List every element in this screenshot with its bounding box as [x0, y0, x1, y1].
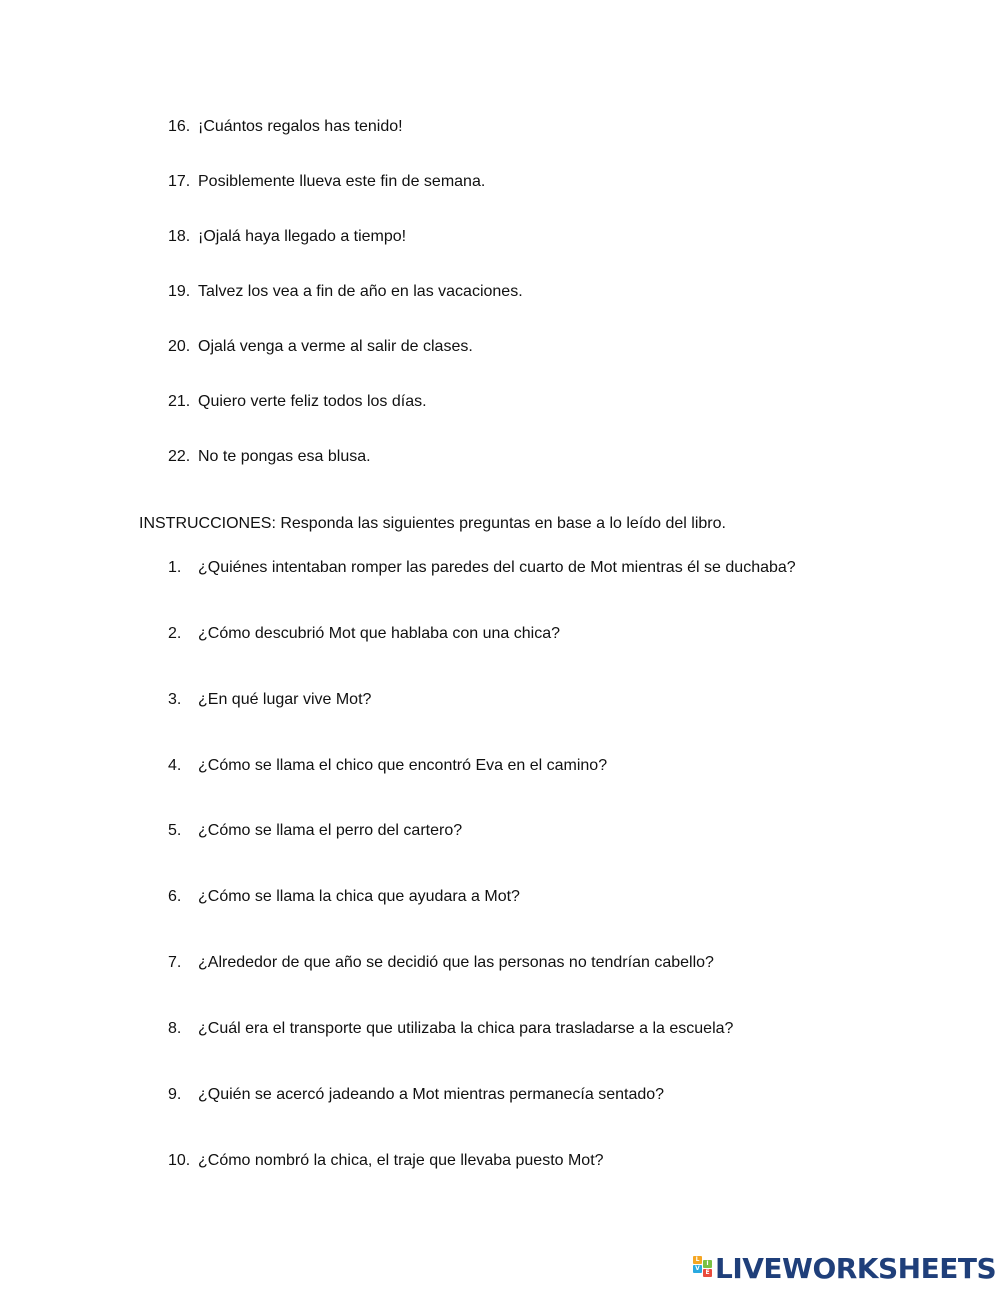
item-text: Quiero verte feliz todos los días.: [198, 393, 427, 410]
item-text: Ojalá venga a verme al salir de clases.: [198, 338, 473, 355]
item-text: ¡Ojalá haya llegado a tiempo!: [198, 228, 407, 245]
list-item: [168, 227, 406, 247]
item-number: 17.: [168, 173, 191, 190]
question-text: ¿En qué lugar vive Mot?: [198, 691, 372, 708]
list-item: [168, 447, 371, 467]
logo-block: L: [693, 1256, 702, 1264]
item-number: 20.: [168, 338, 191, 355]
question-number: 1.: [168, 559, 182, 576]
question-item: [168, 821, 462, 841]
list-item: [168, 282, 523, 302]
question-item: [168, 1151, 604, 1171]
question-text: ¿Cuál era el transporte que utilizaba la chica para trasladarse a la escuela?: [198, 1020, 734, 1037]
question-item: [168, 756, 607, 776]
question-number: 9.: [168, 1086, 182, 1103]
question-number: 5.: [168, 822, 182, 839]
question-item: [168, 624, 560, 644]
item-number: 19.: [168, 283, 191, 300]
item-number: 22.: [168, 448, 191, 465]
question-item: [168, 887, 520, 907]
item-number: 18.: [168, 228, 191, 245]
question-text: ¿Cómo descubrió Mot que hablaba con una chica?: [198, 625, 560, 642]
question-number: 2.: [168, 625, 182, 642]
question-text: ¿Cómo se llama el perro del cartero?: [198, 822, 463, 839]
question-text: ¿Alrededor de que año se decidió que las personas no tendrían cabello?: [198, 954, 714, 971]
question-text: ¿Cómo se llama el chico que encontró Eva en el camino?: [198, 757, 608, 774]
list-item: [168, 117, 403, 137]
logo-block: I: [703, 1260, 712, 1268]
item-text: Talvez los vea a fin de año en las vacaciones.: [198, 283, 523, 300]
question-text: ¿Cómo nombró la chica, el traje que llevaba puesto Mot?: [198, 1152, 604, 1169]
item-text: ¡Cuántos regalos has tenido!: [198, 118, 403, 135]
list-item: [168, 172, 485, 192]
question-number: 8.: [168, 1020, 182, 1037]
logo-block: E: [703, 1269, 712, 1277]
logo-block: V: [693, 1265, 702, 1273]
item-number: 21.: [168, 393, 191, 410]
liveworksheets-logo: [693, 1252, 997, 1285]
question-number: 3.: [168, 691, 182, 708]
question-item: [168, 1085, 664, 1105]
list-item: [168, 337, 473, 357]
question-number: 6.: [168, 888, 182, 905]
question-text: ¿Cómo se llama la chica que ayudara a Mot?: [198, 888, 520, 905]
question-item: [168, 1019, 733, 1039]
question-number: 10.: [168, 1152, 191, 1169]
item-text: Posiblemente llueva este fin de semana.: [198, 173, 486, 190]
question-text: ¿Quién se acercó jadeando a Mot mientras permanecía sentado?: [198, 1086, 665, 1103]
question-item: [168, 558, 796, 578]
logo-text: LIVEWORKSHEETS: [715, 1252, 997, 1285]
question-number: 7.: [168, 954, 182, 971]
logo-blocks-icon: [693, 1256, 713, 1282]
question-number: 4.: [168, 757, 182, 774]
item-number: 16.: [168, 118, 191, 135]
question-text: ¿Quiénes intentaban romper las paredes del cuarto de Mot mientras él se duchaba?: [198, 559, 796, 576]
item-text: No te pongas esa blusa.: [198, 448, 371, 465]
instructions-text: INSTRUCCIONES: Responda las siguientes preguntas en base a lo leído del libro.: [139, 515, 726, 532]
question-item: [168, 953, 714, 973]
question-item: [168, 690, 371, 710]
list-item: [168, 392, 427, 412]
